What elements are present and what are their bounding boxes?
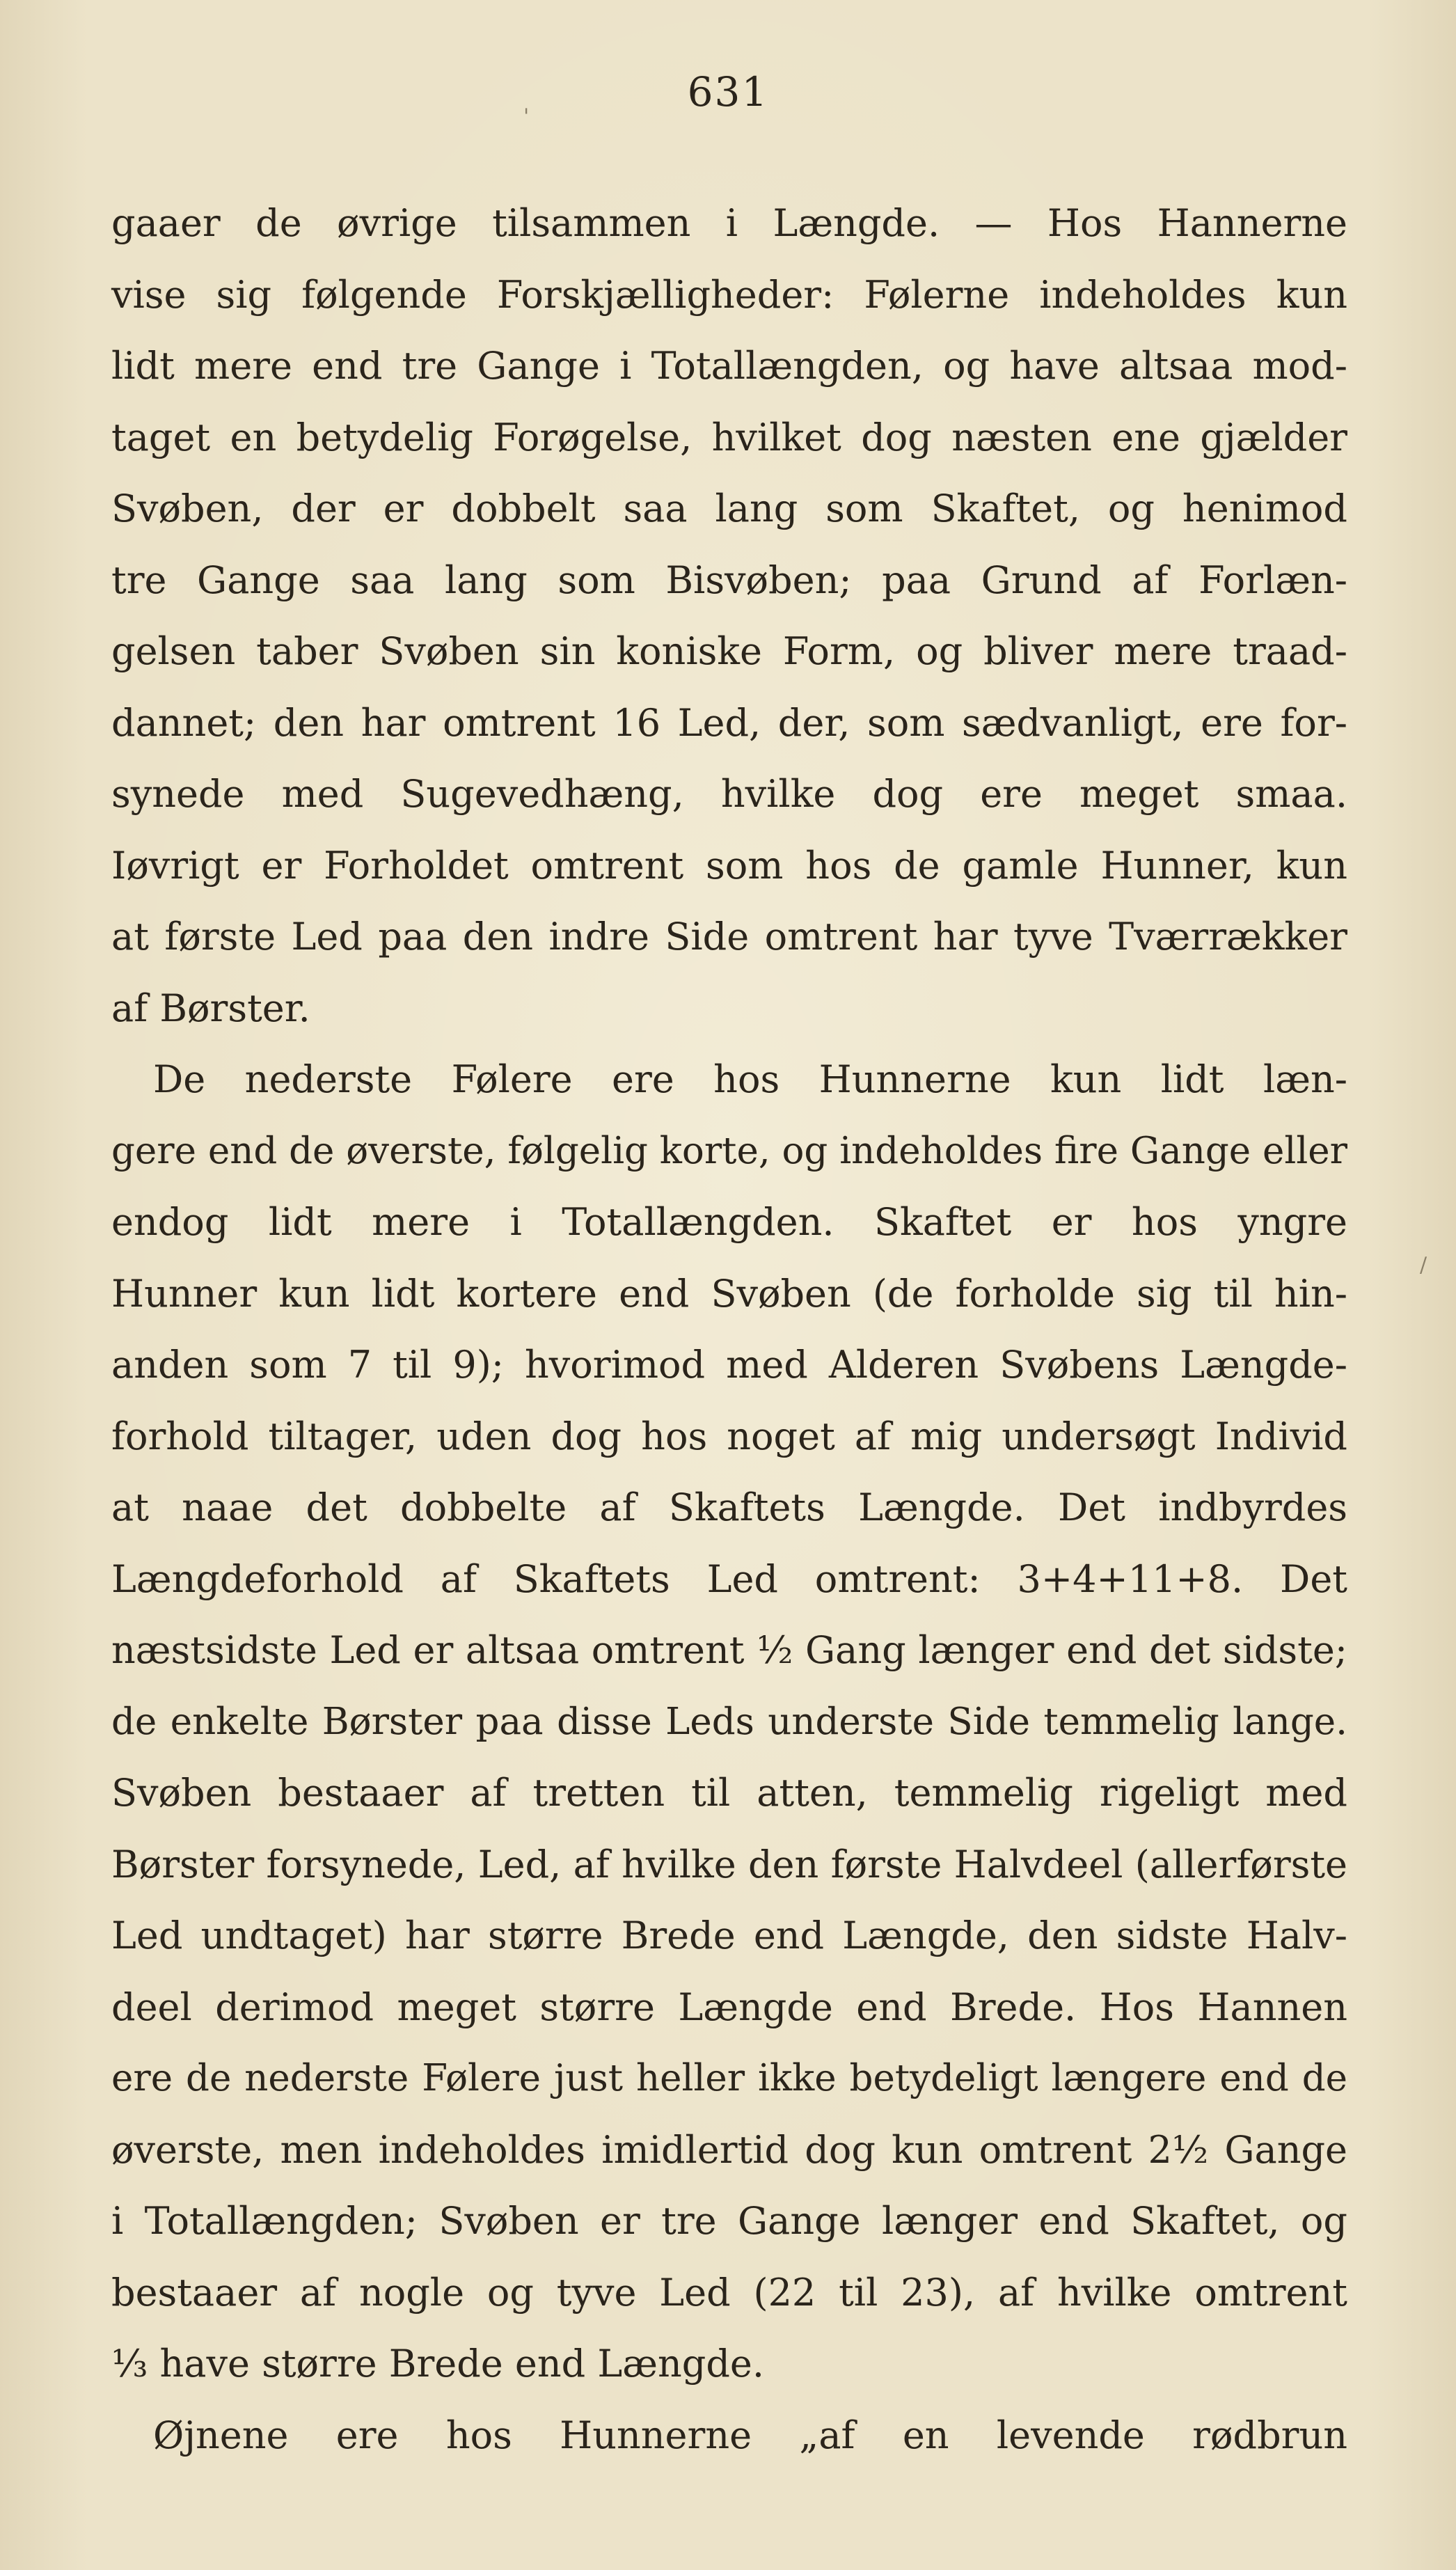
text-line: lidt mere end tre Gange i Totallængden, og have altsaa mod- bbox=[111, 344, 1347, 388]
text-line: ⅓ have større Brede end Længde. bbox=[111, 2342, 765, 2386]
text-line: at første Led paa den indre Side omtrent har tyve Tværrækker bbox=[111, 915, 1347, 959]
text-line: at naae det dobbelte af Skaftets Længde. Det indbyrdes bbox=[111, 1485, 1347, 1529]
text-line: gelsen taber Svøben sin koniske Form, og bliver mere traad- bbox=[111, 629, 1347, 673]
text-line: synede med Sugevedhæng, hvilke dog ere meget smaa. bbox=[111, 772, 1347, 816]
text-line: Længdeforhold af Skaftets Led omtrent: 3+4+11+8. Det bbox=[111, 1556, 1347, 1601]
text-line: forhold tiltager, uden dog hos noget af mig undersøgt Individ bbox=[111, 1414, 1347, 1458]
body-text bbox=[111, 188, 1347, 2471]
text-line: ere de nederste Følere just heller ikke betydeligt længere end de bbox=[111, 2057, 1347, 2099]
text-line: næstsidste Led er altsaa omtrent ½ Gang længer end det sidste; bbox=[111, 1628, 1347, 1672]
text-line: øverste, men indeholdes imidlertid dog kun omtrent 2½ Gange bbox=[111, 2127, 1347, 2172]
text-line: endog lidt mere i Totallængden. Skaftet er hos yngre bbox=[111, 1200, 1347, 1244]
margin-speck: ' bbox=[523, 104, 530, 129]
text-line: af Børster. bbox=[111, 986, 310, 1030]
text-line: Svøben, der er dobbelt saa lang som Skaftet, og henimod bbox=[111, 487, 1347, 530]
text-line: Led undtaget) har større Brede end Længde, den sidste Halv- bbox=[111, 1914, 1347, 1957]
paragraph-start-line: Øjnene ere hos Hunnerne „af en levende rødbrun bbox=[153, 2413, 1347, 2457]
text-line: i Totallængden; Svøben er tre Gange længer end Skaftet, og bbox=[111, 2199, 1347, 2243]
text-line: Iøvrigt er Forholdet omtrent som hos de gamle Hunner, kun bbox=[111, 843, 1347, 888]
page-number: 631 bbox=[687, 68, 769, 116]
text-line: Svøben bestaaer af tretten til atten, temmelig rigeligt med bbox=[111, 1771, 1347, 1815]
text-line: taget en betydelig Forøgelse, hvilket dog næsten ene gjælder bbox=[111, 415, 1347, 459]
text-line: bestaaer af nogle og tyve Led (22 til 23), af hvilke omtrent bbox=[111, 2270, 1347, 2315]
text-line: Hunner kun lidt kortere end Svøben (de forholde sig til hin- bbox=[111, 1271, 1347, 1316]
text-line: deel derimod meget større Længde end Brede. Hos Hannen bbox=[111, 1985, 1347, 2029]
text-line: de enkelte Børster paa disse Leds underste Side temmelig lange. bbox=[111, 1700, 1347, 1743]
text-line: Børster forsynede, Led, af hvilke den første Halvdeel (allerførste bbox=[111, 1842, 1347, 1886]
text-line: gaaer de øvrige tilsammen i Længde. — Hos Hannerne bbox=[111, 201, 1347, 245]
text-line: tre Gange saa lang som Bisvøben; paa Grund af Forlæn- bbox=[111, 558, 1347, 602]
text-line: vise sig følgende Forskjælligheder: Følerne indeholdes kun bbox=[111, 272, 1347, 317]
text-line: dannet; den har omtrent 16 Led, der, som sædvanligt, ere for- bbox=[111, 700, 1347, 745]
paragraph-start-line: De nederste Følere ere hos Hunnerne kun lidt læn- bbox=[153, 1057, 1347, 1101]
text-line: anden som 7 til 9); hvorimod med Alderen Svøbens Længde- bbox=[111, 1343, 1347, 1387]
margin-speck: / bbox=[1420, 1253, 1427, 1277]
text-line: gere end de øverste, følgelig korte, og indeholdes fire Gange eller bbox=[111, 1129, 1347, 1172]
